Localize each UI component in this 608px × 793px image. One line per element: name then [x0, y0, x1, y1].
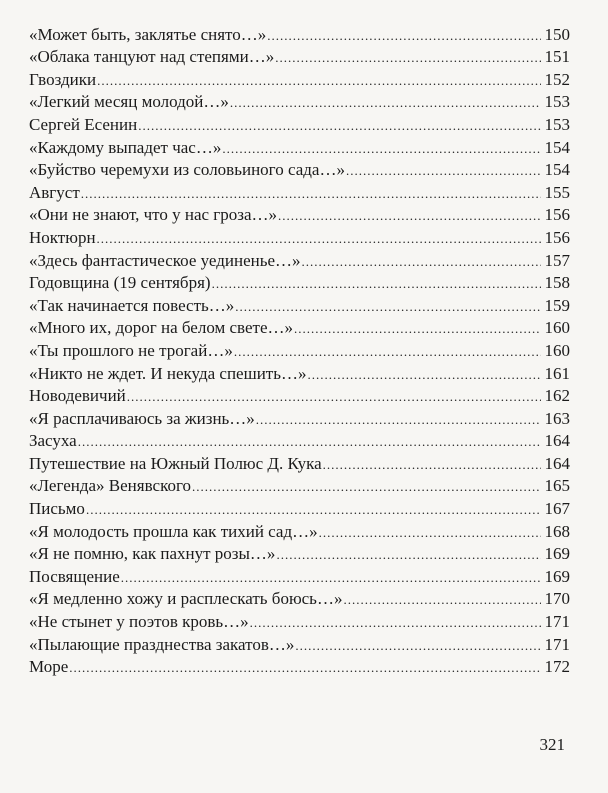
toc-entry	[29, 586, 570, 609]
toc-entry-page: 170	[544, 589, 570, 609]
toc-leader-dots	[343, 591, 541, 608]
toc-entry-page: 158	[544, 273, 570, 293]
toc-entry	[29, 428, 570, 451]
toc-entry-title: «Буйство черемухи из соловьиного сада…»	[29, 160, 345, 180]
toc-entry-page: 162	[544, 386, 570, 406]
toc-entry	[29, 450, 570, 473]
toc-leader-dots	[323, 456, 541, 473]
toc-entry-title: «Я не помню, как пахнут розы…»	[29, 544, 276, 564]
toc-leader-dots	[235, 298, 541, 315]
toc-leader-dots	[97, 72, 541, 89]
toc-entry	[29, 89, 570, 112]
toc-leader-dots	[295, 637, 541, 654]
toc-entry-title: «Так начинается повесть…»	[29, 295, 235, 315]
toc-entry-title: «Пылающие празднества закатов…»	[29, 634, 295, 654]
toc-entry	[29, 654, 570, 677]
toc-entry-page: 164	[544, 431, 570, 451]
toc-entry-title: «Здесь фантастическое уединенье…»	[29, 250, 301, 270]
toc-leader-dots	[97, 230, 541, 247]
toc-leader-dots	[302, 253, 541, 270]
page-number: 321	[539, 735, 565, 754]
toc-entry-title: «Может быть, заклятье снято…»	[29, 24, 267, 44]
toc-leader-dots	[69, 659, 541, 676]
toc-entry-title: Посвящение	[29, 566, 120, 586]
toc-entry	[29, 383, 570, 406]
toc-entry	[29, 337, 570, 360]
toc-leader-dots	[81, 185, 541, 202]
toc-entry-page: 157	[544, 250, 570, 270]
toc-entry-title: Засуха	[29, 431, 77, 451]
toc-entry	[29, 247, 570, 270]
toc-leader-dots	[294, 320, 541, 337]
toc-leader-dots	[276, 546, 541, 563]
toc-entry-page: 169	[544, 544, 570, 564]
toc-entry-title: «Они не знают, что у нас гроза…»	[29, 205, 278, 225]
toc-entry-page: 171	[544, 634, 570, 654]
toc-entry	[29, 541, 570, 564]
table-of-contents	[29, 21, 570, 676]
toc-entry-title: Годовщина (19 сентября)	[29, 273, 211, 293]
toc-entry	[29, 608, 570, 631]
toc-entry-title: «Много их, дорог на белом свете…»	[29, 318, 294, 338]
toc-entry	[29, 202, 570, 225]
toc-entry-page: 165	[544, 476, 570, 496]
toc-entry-title: «Каждому выпадет час…»	[29, 137, 222, 157]
toc-leader-dots	[307, 366, 541, 383]
toc-entry-title: «Не стынет у поэтов кровь…»	[29, 612, 249, 632]
toc-entry	[29, 111, 570, 134]
toc-entry	[29, 21, 570, 44]
toc-entry-page: 172	[544, 657, 570, 677]
toc-entry	[29, 292, 570, 315]
toc-entry	[29, 631, 570, 654]
toc-entry-title: Письмо	[29, 499, 85, 519]
toc-leader-dots	[267, 27, 541, 44]
toc-entry-page: 151	[544, 47, 570, 67]
toc-leader-dots	[234, 343, 541, 360]
toc-entry	[29, 224, 570, 247]
toc-entry	[29, 44, 570, 67]
toc-entry	[29, 495, 570, 518]
toc-entry-page: 159	[544, 295, 570, 315]
toc-leader-dots	[230, 94, 541, 111]
toc-entry-page: 156	[544, 227, 570, 247]
toc-entry	[29, 405, 570, 428]
toc-entry-title: «Легенда» Венявского	[29, 476, 192, 496]
toc-entry-title: «Я расплачиваюсь за жизнь…»	[29, 408, 255, 428]
toc-entry-page: 154	[544, 160, 570, 180]
toc-leader-dots	[78, 433, 541, 450]
toc-entry	[29, 315, 570, 338]
toc-leader-dots	[212, 275, 541, 292]
toc-entry-page: 153	[544, 114, 570, 134]
toc-entry-page: 156	[544, 205, 570, 225]
toc-entry-page: 164	[544, 453, 570, 473]
toc-entry	[29, 66, 570, 89]
toc-entry	[29, 270, 570, 293]
toc-entry-page: 163	[544, 408, 570, 428]
toc-entry-page: 169	[544, 566, 570, 586]
toc-leader-dots	[250, 614, 541, 631]
toc-entry	[29, 518, 570, 541]
toc-leader-dots	[346, 162, 541, 179]
toc-leader-dots	[275, 49, 541, 66]
toc-entry-page: 167	[544, 499, 570, 519]
toc-leader-dots	[138, 117, 541, 134]
toc-leader-dots	[121, 569, 541, 586]
toc-entry-page: 150	[544, 24, 570, 44]
toc-entry-page: 160	[544, 318, 570, 338]
toc-leader-dots	[256, 411, 541, 428]
toc-entry-page: 160	[544, 340, 570, 360]
toc-entry	[29, 360, 570, 383]
toc-entry-title: «Ты прошлого не трогай…»	[29, 340, 233, 360]
toc-entry-page: 171	[544, 612, 570, 632]
toc-leader-dots	[222, 140, 541, 157]
toc-leader-dots	[192, 478, 541, 495]
toc-entry	[29, 134, 570, 157]
toc-entry-title: Путешествие на Южный Полюс Д. Кука	[29, 453, 322, 473]
toc-entry-title: Сергей Есенин	[29, 114, 138, 134]
toc-entry-title: Август	[29, 182, 80, 202]
toc-entry-page: 154	[544, 137, 570, 157]
toc-leader-dots	[86, 501, 541, 518]
toc-entry	[29, 473, 570, 496]
toc-entry-title: Море	[29, 657, 69, 677]
toc-entry-title: Новодевичий	[29, 386, 126, 406]
toc-leader-dots	[278, 207, 541, 224]
toc-leader-dots	[127, 388, 541, 405]
toc-entry-page: 161	[544, 363, 570, 383]
toc-entry	[29, 157, 570, 180]
toc-entry-title: «Я медленно хожу и расплескать боюсь…»	[29, 589, 343, 609]
toc-entry-title: «Облака танцуют над степями…»	[29, 47, 275, 67]
toc-entry-title: Ноктюрн	[29, 227, 96, 247]
toc-entry-title: «Я молодость прошла как тихий сад…»	[29, 521, 318, 541]
toc-entry-page: 155	[544, 182, 570, 202]
toc-entry-title: «Легкий месяц молодой…»	[29, 92, 229, 112]
toc-entry-page: 152	[544, 69, 570, 89]
toc-leader-dots	[319, 524, 541, 541]
toc-entry-title: «Никто не ждет. И некуда спешить…»	[29, 363, 307, 383]
toc-entry	[29, 563, 570, 586]
toc-entry	[29, 179, 570, 202]
toc-entry-page: 153	[544, 92, 570, 112]
toc-entry-page: 168	[544, 521, 570, 541]
toc-entry-title: Гвоздики	[29, 69, 97, 89]
